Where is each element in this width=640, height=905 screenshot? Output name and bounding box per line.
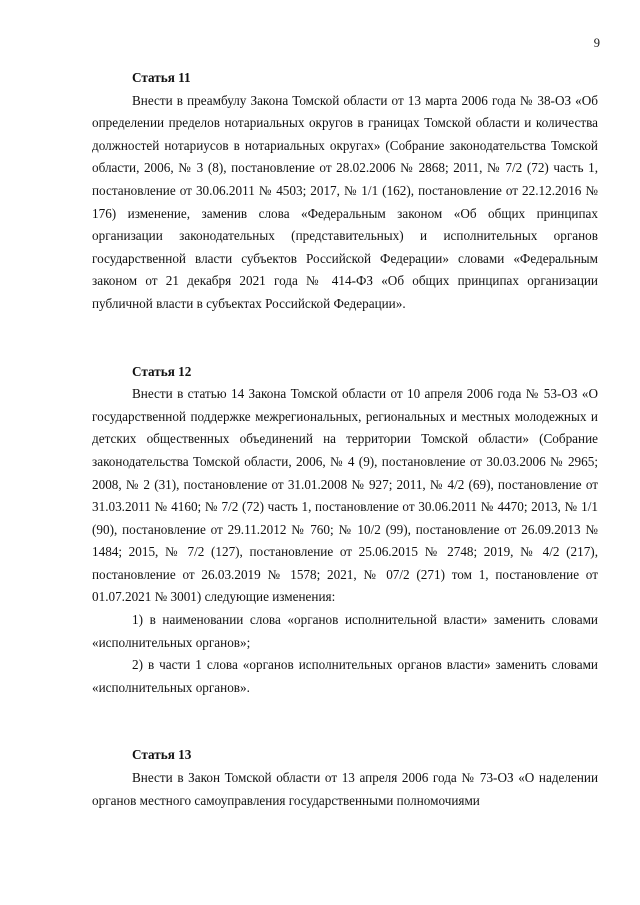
section-gap <box>92 699 598 744</box>
article-12-paragraph-2: 1) в наименовании слова «органов исполнительной власти» заменить словами «исполнительных органов»; <box>92 612 598 650</box>
article-12-paragraph-1: Внести в статью 14 Закона Томской области от 10 апреля 2006 года № 53-ОЗ «О государственной поддержке межрегиональных, региональных и местных молодежных и детских общественных объединений на территории Томской области» (Собрание законодательства Томской области, 2006, № 4 (9), постановление от 30.03.2006 № 2965; 2008, № 2 (31), постановление от 31.01.2008 № 927; 2011, № 4/2 (69), постановление от 31.03.2011 № 4160; № 7/2 (72) часть 1, постановление от 30.06.2011 № 4470; 2013, № 1/1 (90), постановление от 29.11.2012 № 760; № 10/2 (99), постановление от 26.09.2013 № 1484; 2015, № 7/2 (127), постановление от 25.06.2015 № 2748; 2019, № 4/2 (217), постановление от 26.03.2019 № 1578; 2021, № 07/2 (271) том 1, постановление от 01.07.2021 № 3001) следующие изменения: <box>92 386 598 605</box>
page-number: 9 <box>593 36 600 50</box>
article-11-heading: Статья 11 <box>132 70 191 85</box>
article-11-paragraph-1: Внести в преамбулу Закона Томской области от 13 марта 2006 года № 38-ОЗ «Об определении пределов нотариальных округов в границах Томской области и количества должностей нотариусов в нотариальных округах» (Собрание законодательства Томской области, 2006, № 3 (8), постановление от 28.02.2006 № 2868; 2011, № 7/2 (72) часть 1, постановление от 30.06.2011 № 4503; 2017, № 1/1 (162), постановление от 22.12.2016 № 176) изменение, заменив слова «Федеральным законом «Об общих принципах организации законодательных (представительных) и исполнительных органов государственной власти субъектов Российской Федерации» словами «Федеральным законом от 21 декабря 2021 года № 414-ФЗ «Об общих принципах организации публичной власти в субъектах Российской Федерации». <box>92 92 598 311</box>
article-13-heading: Статья 13 <box>132 747 192 763</box>
article-13-paragraph-1: Внести в Закон Томской области от 13 апреля 2006 года № 73-ОЗ «О наделении органов местного самоуправления государственными полномочиями <box>92 770 598 808</box>
article-11 <box>92 67 598 316</box>
article-12 <box>92 361 598 700</box>
article-12-heading: Статья 12 <box>132 363 192 379</box>
document-body <box>92 67 598 812</box>
article-12-paragraph-3: 2) в части 1 слова «органов исполнительных органов власти» заменить словами «исполнительных органов». <box>92 657 598 695</box>
article-13 <box>92 744 598 812</box>
section-gap <box>92 316 598 361</box>
